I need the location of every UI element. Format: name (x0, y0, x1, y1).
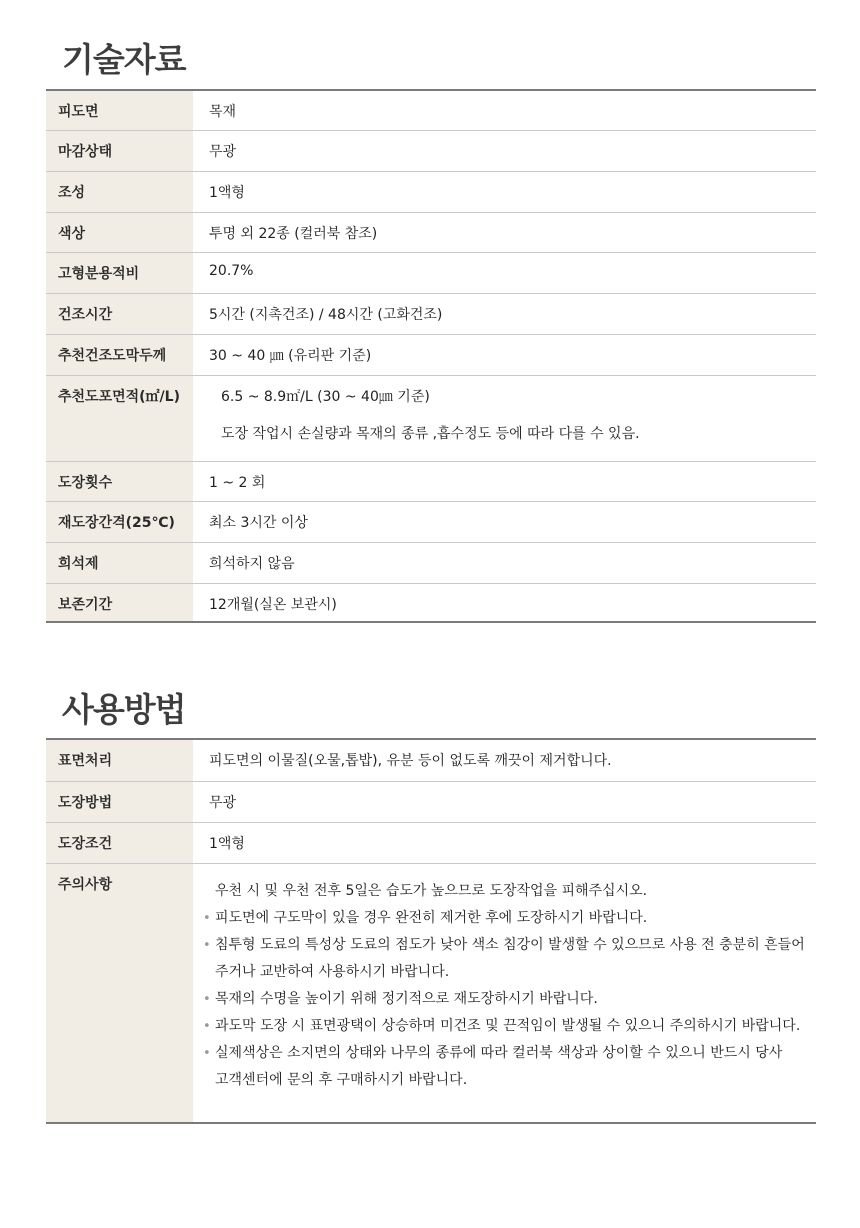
usage-row-surface-prep (46, 740, 816, 782)
spec-value: 1액형 (209, 185, 245, 201)
usage-label: 도장방법 (46, 782, 193, 822)
spec-label: 보존기간 (46, 584, 193, 621)
usage-row-condition (46, 823, 816, 864)
cautions-list (193, 864, 816, 1122)
spec-value: 최소 3시간 이상 (209, 515, 308, 531)
caution-item: • 목재의 수명을 높이기 위해 정기적으로 재도장하시기 바랍니다. (203, 986, 816, 1013)
spec-row-drying-time (46, 294, 816, 335)
caution-item: • 침투형 도료의 특성상 도료의 점도가 낮아 색소 침강이 발생할 수 있으므로 사용 전 충분히 흔들어 (203, 932, 816, 959)
coverage-note: 도장 작업시 손실량과 목재의 종류 ,흡수정도 등에 따라 다를 수 있음. (221, 426, 640, 442)
usage-value: 피도면의 이물질(오물,톱밥), 유분 등이 없도록 깨끗이 제거합니다. (209, 753, 612, 769)
spec-label: 건조시간 (46, 294, 193, 334)
bullet-icon: • (203, 1019, 211, 1034)
spec-row-recoat-interval (46, 502, 816, 543)
spec-label: 마감상태 (46, 131, 193, 171)
spec-label: 고형분용적비 (46, 253, 193, 293)
caution-item: 우천 시 및 우천 전후 5일은 습도가 높으므로 도장작업을 피해주십시오. (215, 883, 648, 899)
spec-value: 5시간 (지촉건조) / 48시간 (고화건조) (209, 307, 443, 323)
spec-row-surface (46, 91, 816, 131)
spec-row-thinner (46, 543, 816, 584)
caution-item: • 피도면에 구도막이 있을 경우 완전히 제거한 후에 도장하시기 바랍니다. (203, 905, 816, 932)
spec-row-composition (46, 172, 816, 213)
usage-value: 무광 (209, 795, 237, 811)
usage-table (46, 738, 816, 1124)
spec-label: 재도장간격(25℃) (46, 502, 193, 542)
spec-value (193, 376, 816, 461)
spec-label: 추천도포면적(㎡/L) (46, 376, 193, 461)
spec-value: 투명 외 22종 (컬러북 참조) (209, 226, 378, 242)
spec-label: 추천건조도막두께 (46, 335, 193, 375)
bullet-icon: • (203, 911, 211, 926)
bullet-icon: • (203, 938, 211, 953)
spec-value: 무광 (209, 144, 237, 160)
usage-row-cautions (46, 864, 816, 1122)
spec-row-coats (46, 462, 816, 502)
caution-item: • 과도막 도장 시 표면광택이 상승하며 미건조 및 끈적임이 발생될 수 있으니 주의하시기 바랍니다. (203, 1013, 816, 1040)
usage-label: 주의사항 (46, 864, 193, 1122)
coverage-value: 6.5 ~ 8.9㎡/L (30 ~ 40㎛ 기준) (221, 389, 430, 405)
caution-item: 주거나 교반하여 사용하시기 바랍니다. (215, 964, 450, 980)
spec-row-storage (46, 584, 816, 621)
spec-label: 희석제 (46, 543, 193, 583)
spec-value: 30 ~ 40 ㎛ (유리판 기준) (209, 348, 372, 364)
caution-item: 고객센터에 문의 후 구매하시기 바랍니다. (215, 1072, 468, 1088)
usage-section-title: 사용방법 (62, 690, 186, 729)
spec-value: 희석하지 않음 (209, 556, 295, 572)
spec-label: 도장횟수 (46, 462, 193, 501)
spec-row-color (46, 213, 816, 253)
usage-label: 도장조건 (46, 823, 193, 863)
spec-row-film-thickness (46, 335, 816, 376)
spec-row-finish (46, 131, 816, 172)
tech-section-title: 기술자료 (62, 40, 186, 79)
spec-label: 피도면 (46, 91, 193, 130)
spec-value: 20.7% (209, 263, 254, 279)
bullet-icon: • (203, 992, 211, 1007)
usage-value: 1액형 (209, 836, 245, 852)
spec-value: 12개월(실온 보관시) (209, 597, 337, 613)
usage-row-method (46, 782, 816, 823)
spec-row-coverage (46, 376, 816, 462)
spec-value: 목재 (209, 104, 237, 120)
usage-label: 표면처리 (46, 740, 193, 781)
tech-spec-table (46, 89, 816, 623)
spec-label: 조성 (46, 172, 193, 212)
spec-row-solids-ratio (46, 253, 816, 294)
bullet-icon: • (203, 1046, 211, 1061)
spec-value: 1 ~ 2 회 (209, 475, 266, 491)
spec-label: 색상 (46, 213, 193, 252)
caution-item: • 실제색상은 소지면의 상태와 나무의 종류에 따라 컬러북 색상과 상이할 수 있으니 반드시 당사 (203, 1040, 816, 1067)
